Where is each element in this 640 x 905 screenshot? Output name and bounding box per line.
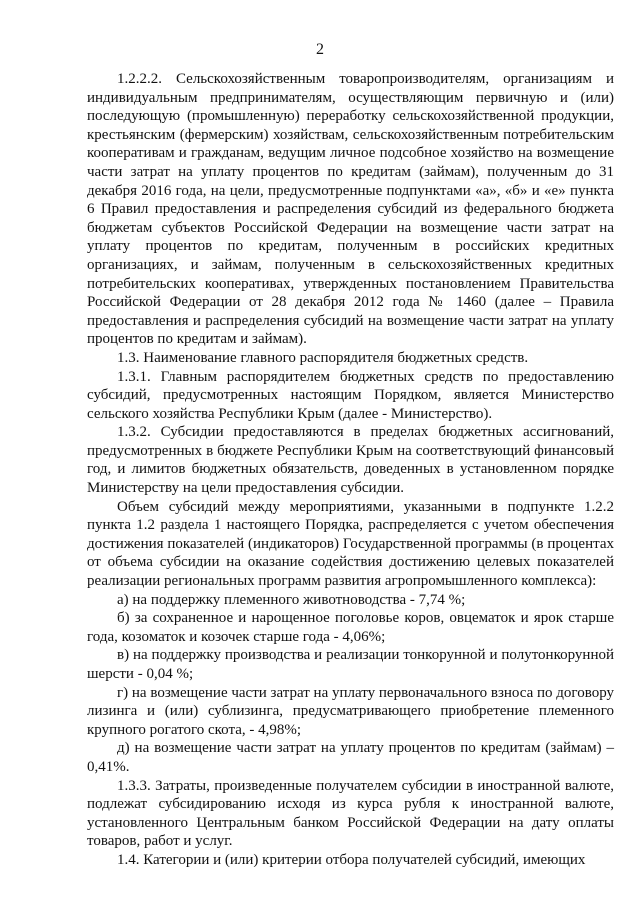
paragraph-1-3-1: 1.3.1. Главным распорядителем бюджетных средств по предоставлению субсидий, предусмотренных настоящим Порядком, является Министерство сельского хозяйства Республики Крым (далее - Министерство). — [87, 368, 614, 422]
paragraph-1-3-3: 1.3.3. Затраты, произведенные получателем субсидии в иностранной валюте, подлежат субсидированию исходя из курса рубля к иностранной валюте, установленного Центральным банком Российской Федерации на дату оплаты товаров, работ и услуг. — [87, 777, 614, 850]
paragraph-1-4-heading: 1.4. Категории и (или) критерии отбора получателей субсидий, имеющих — [117, 851, 586, 868]
paragraph-1-2-2-2: 1.2.2.2. Сельскохозяйственным товаропроизводителям, организациям и индивидуальным предпринимателям, осуществляющим первичную и (или) последующую (промышленную) переработку сельскохозяйственной продукции, крестьянским (фермерским) хозяйствам, сельскохозяйственным потребительским кооперативам и гражданам, ведущим личное подсобное хозяйство на возмещение части затрат на уплату процентов по кредитам (займам), полученным до 31 декабря 2016 года, на цели, предусмотренные подпунктами «а», «б» и «е» пункта 6 Правил предоставления и распределения субсидий из федерального бюджета бюджетам субъектов Российской Федерации на возмещение части затрат на уплату процентов по кредитам, полученным в российских кредитных организациях, и займам, полученным в сельскохозяйственных кредитных потребительских кооперативах, утвержденных постановлением Правительства Российской Федерации от 28 декабря 2012 года № 1460 (далее – Правила предоставления и распределения субсидий на возмещение части затрат на уплату процентов по кредитам и займам). — [87, 71, 614, 348]
document-body — [87, 70, 614, 870]
list-item-a: а) на поддержку племенного животноводства - 7,74 %; — [117, 591, 466, 608]
list-item-g: г) на возмещение части затрат на уплату первоначального взноса по договору лизинга и (или) сублизинга, предусматривающего приобретение племенного крупного рогатого скота, - 4,98%; — [87, 684, 614, 738]
page-number: 2 — [316, 41, 324, 58]
list-item-d: д) на возмещение части затрат на уплату процентов по кредитам (займам) – 0,41%. — [87, 740, 614, 775]
list-item-b: б) за сохраненное и нарощенное поголовье коров, овцематок и ярок старше года, козоматок и козочек старше года - 4,06%; — [87, 610, 614, 645]
list-item-v: в) на поддержку производства и реализации тонкорунной и полутонкорунной шерсти - 0,04 %; — [87, 647, 614, 682]
paragraph-1-3-2: 1.3.2. Субсидии предоставляются в пределах бюджетных ассигнований, предусмотренных в бюджете Республики Крым на соответствующий финансовый год, и лимитов бюджетных обязательств, доведенных в установленном порядке Министерству на цели предоставления субсидии. — [87, 424, 614, 497]
paragraph-subsidy-volume: Объем субсидий между мероприятиями, указанными в подпункте 1.2.2 пункта 1.2 раздела 1 настоящего Порядка, распределяется с учетом обеспечения достижения показателей (индикаторов) Государственной программы (в процентах от объема субсидии на оказание содействия достижению целевых показателей реализации региональных программ развития агропромышленного комплекса): — [87, 498, 614, 590]
paragraph-1-3-heading: 1.3. Наименование главного распорядителя бюджетных средств. — [117, 349, 529, 366]
